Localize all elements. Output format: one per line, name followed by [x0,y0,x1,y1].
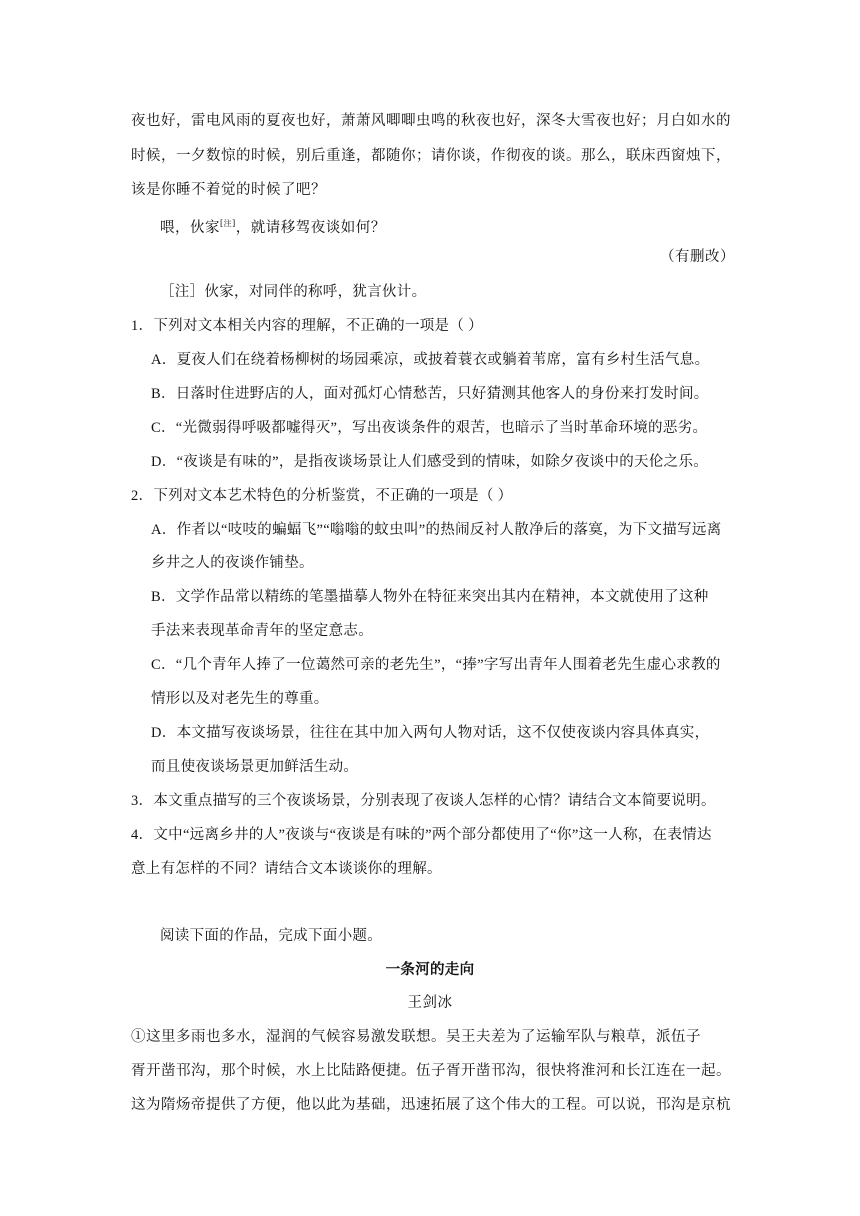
question-2-option-d-line-1: D．本文描写夜谈场景，往往在其中加入两句人物对话，这不仅使夜谈内容具体真实， [151,725,710,741]
passage2-line-2: 胥开凿邗沟，那个时候，水上比陆路便捷。伍子胥开凿邗沟，很快将淮河和长江连在一起。 [131,1063,731,1079]
question-4-line-1: 4．文中“远离乡井的人”夜谈与“夜谈是有味的”两个部分都使用了“你”这一人称，在表情达 [131,827,712,843]
question-4-line-2: 意上有怎样的不同？请结合文本谈谈你的理解。 [131,861,442,877]
passage-footnote: ［注］伙家，对同伴的称呼，犹言伙计。 [160,284,427,300]
question-2-stem: 2．下列对文本艺术特色的分析鉴赏，不正确的一项是（ ） [131,488,513,504]
question-2-option-a-line-2: 乡井之人的夜谈作铺垫。 [151,555,314,571]
passage2-line-1: ①这里多雨也多水，湿润的气候容易激发联想。吴王夫差为了运输军队与粮草，派伍子 [131,1029,701,1045]
question-2-option-b-line-2: 手法来表现革命青年的坚定意志。 [151,623,373,639]
question-2-option-c-line-2: 情形以及对老先生的尊重。 [151,691,329,707]
passage2-line-3: 这为隋炀帝提供了方便，他以此为基础，迅速拓展了这个伟大的工程。可以说，邗沟是京杭 [131,1097,731,1113]
passage1-line-3: 该是你睡不着觉的时候了吧？ [131,182,326,198]
question-1-option-b: B．日落时住进野店的人，面对孤灯心情愁苦，只好猜测其他客人的身份来打发时间。 [151,386,709,402]
passage-source-note: （有删改） [660,249,735,265]
question-1-stem: 1．下列对文本相关内容的理解，不正确的一项是（ ） [131,318,483,334]
passage1-line-1: 夜也好，雷电风雨的夏夜也好，萧萧风唧唧虫鸣的秋夜也好，深冬大雪夜也好；月白如水的 [131,113,731,129]
passage2-author: 王剑冰 [407,995,453,1011]
question-2-option-a-line-1: A．作者以“吱吱的蝙蝠飞”“嗡嗡的蚊虫叫”的热闹反衬人散净后的落寞，为下文描写远离 [151,522,722,538]
reading-instruction: 阅读下面的作品，完成下面小题。 [160,928,382,944]
question-2-option-b-line-1: B．文学作品常以精练的笔墨描摹人物外在特征来突出其内在精神，本文就使用了这种 [151,589,709,605]
passage1-closing [160,214,386,238]
footnote-marker: [注] [220,219,236,228]
question-2-option-d-line-2: 而且使夜谈场景更加鲜活生动。 [151,759,359,775]
passage1-line-2: 时候，一夕数惊的时候，别后重逢，都随你；请你谈，作彻夜的谈。那么，联床西窗烛下， [131,148,731,164]
question-1-option-c: C．“光微弱得呼吸都嘘得灭”，写出夜谈条件的艰苦，也暗示了当时革命环境的恶劣。 [151,420,708,436]
passage2-title: 一条河的走向 [385,962,475,978]
closing-text-pre: 喂，伙家 [160,219,220,236]
closing-text-post: ，就请移驾夜谈如何？ [235,219,386,236]
question-1-option-a: A．夏夜人们在绕着杨柳树的场园乘凉，或披着蓑衣或躺着苇席，富有乡村生活气息。 [151,352,710,368]
question-3: 3．本文重点描写的三个夜谈场景，分别表现了夜谈人怎样的心情？请结合文本简要说明。 [131,793,716,809]
question-2-option-c-line-1: C．“几个青年人捧了一位蔼然可亲的老先生”，“捧”字写出青年人围着老先生虚心求教的 [151,657,721,673]
question-1-option-d: D．“夜谈是有味的”，是指夜谈场景让人们感受到的情味，如除夕夜谈中的天伦之乐。 [151,454,709,470]
